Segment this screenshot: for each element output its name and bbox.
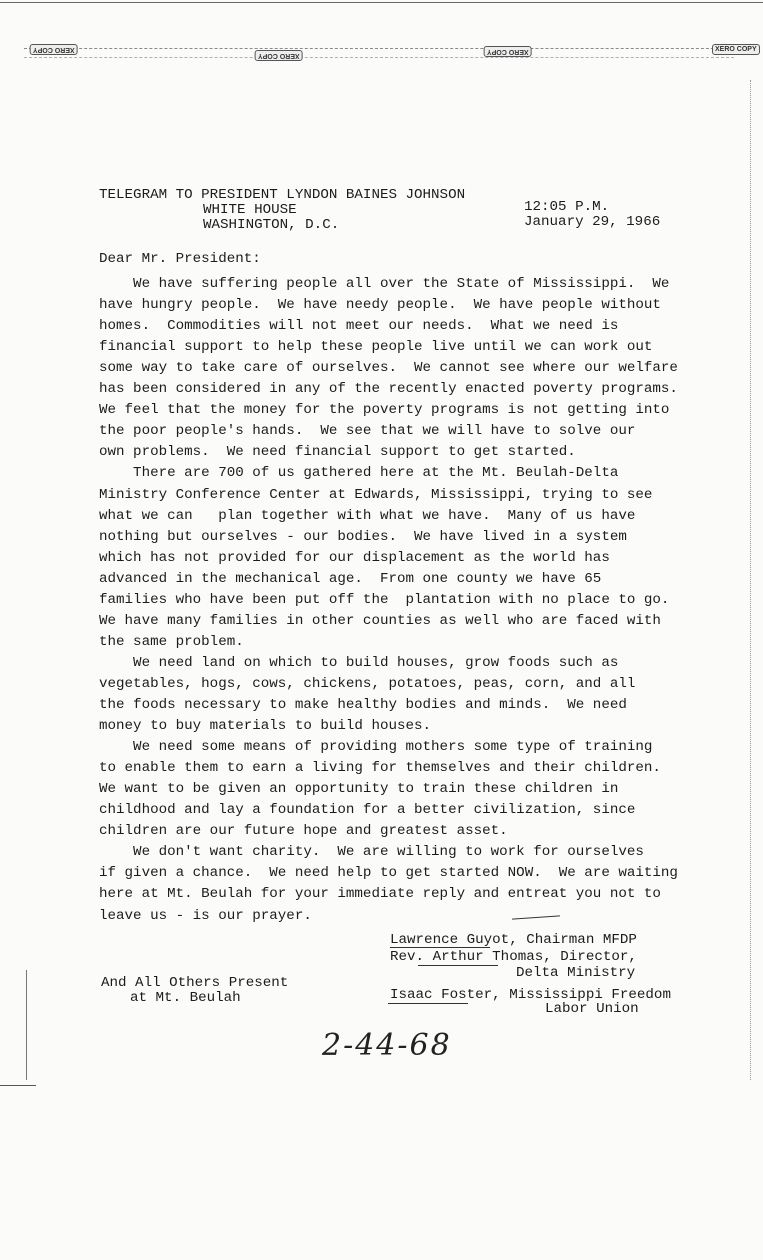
body-line: leave us - is our prayer. [99, 908, 312, 924]
body-line: childhood and lay a foundation for a better civilization, since [99, 802, 636, 818]
body-line: nothing but ourselves - our bodies. We have lived in a system [99, 529, 627, 545]
bottom-margin-mark [0, 1085, 36, 1086]
header-title: TELEGRAM TO PRESIDENT LYNDON BAINES JOHNSON [99, 187, 466, 203]
body-line: here at Mt. Beulah for your immediate reply and entreat you not to [99, 886, 661, 902]
header-washington: WASHINGTON, D.C. [203, 217, 340, 233]
signature-underline [388, 1003, 468, 1004]
xerox-stamp: XERO COPY [712, 44, 760, 55]
body-line: children are our future hope and greatest asset. [99, 823, 508, 839]
body-line: what we can plan together with what we have. Many of us have [99, 508, 636, 524]
body-line: financial support to help these people live until we can work out [99, 339, 653, 355]
body-line: has been considered in any of the recently enacted poverty programs. [99, 381, 678, 397]
signature-underline [390, 947, 490, 948]
body-line: We need land on which to build houses, grow foods such as [99, 655, 619, 671]
xerox-stamp: XERO COPY [255, 50, 303, 61]
telegram-date: January 29, 1966 [524, 214, 661, 230]
body-line: homes. Commodities will not meet our needs. What we need is [99, 318, 619, 334]
body-line: have hungry people. We have needy people. We have people without [99, 297, 661, 313]
signature-thomas: Rev. Arthur Thomas, Director, [390, 949, 637, 965]
top-border [0, 2, 763, 3]
signature-foster-org: Labor Union [545, 1001, 639, 1017]
body-line: We have many families in other counties as well who are faced with [99, 613, 661, 629]
right-edge-mark [750, 80, 751, 1080]
others-present: And All Others Present [101, 975, 289, 991]
body-line: money to buy materials to build houses. [99, 718, 432, 734]
body-line: We don't want charity. We are willing to work for ourselves [99, 844, 644, 860]
body-line: to enable them to earn a living for themselves and their children. [99, 760, 661, 776]
header-white-house: WHITE HOUSE [203, 202, 297, 218]
body-line: if given a chance. We need help to get started NOW. We are waiting [99, 865, 678, 881]
xerox-stamp: XERO COPY [30, 44, 78, 55]
telegram-time: 12:05 P.M. [524, 199, 610, 215]
body-line: We have suffering people all over the State of Mississippi. We [99, 276, 670, 292]
signature-guyot: Lawrence Guyot, Chairman MFDP [390, 932, 637, 948]
body-line: advanced in the mechanical age. From one county we have 65 [99, 571, 602, 587]
left-margin-mark [26, 970, 27, 1080]
body-line: the same problem. [99, 634, 244, 650]
body-line: vegetables, hogs, cows, chickens, potatoes, peas, corn, and all [99, 676, 636, 692]
salutation: Dear Mr. President: [99, 251, 261, 267]
handwritten-date: 2-44-68 [322, 1028, 452, 1063]
tape-strip [24, 48, 734, 58]
body-line: some way to take care of ourselves. We cannot see where our welfare [99, 360, 678, 376]
body-line: Ministry Conference Center at Edwards, Mississippi, trying to see [99, 487, 653, 503]
signature-foster: Isaac Foster, Mississippi Freedom [390, 987, 671, 1003]
body-line: families who have been put off the plantation with no place to go. [99, 592, 670, 608]
body-line: We feel that the money for the poverty programs is not getting into [99, 402, 670, 418]
body-line: the poor people's hands. We see that we will have to solve our [99, 423, 636, 439]
body-line: own problems. We need financial support to get started. [99, 444, 576, 460]
body-line: There are 700 of us gathered here at the Mt. Beulah-Delta [99, 465, 619, 481]
others-location: at Mt. Beulah [130, 990, 241, 1006]
body-line: We need some means of providing mothers some type of training [99, 739, 653, 755]
signature-thomas-org: Delta Ministry [516, 965, 636, 981]
body-line: the foods necessary to make healthy bodies and minds. We need [99, 697, 627, 713]
signature-underline [418, 965, 498, 966]
body-line: We want to be given an opportunity to train these children in [99, 781, 619, 797]
signature-underline [512, 915, 560, 919]
xerox-stamp: XERO COPY [484, 46, 532, 57]
body-line: which has not provided for our displacement as the world has [99, 550, 610, 566]
